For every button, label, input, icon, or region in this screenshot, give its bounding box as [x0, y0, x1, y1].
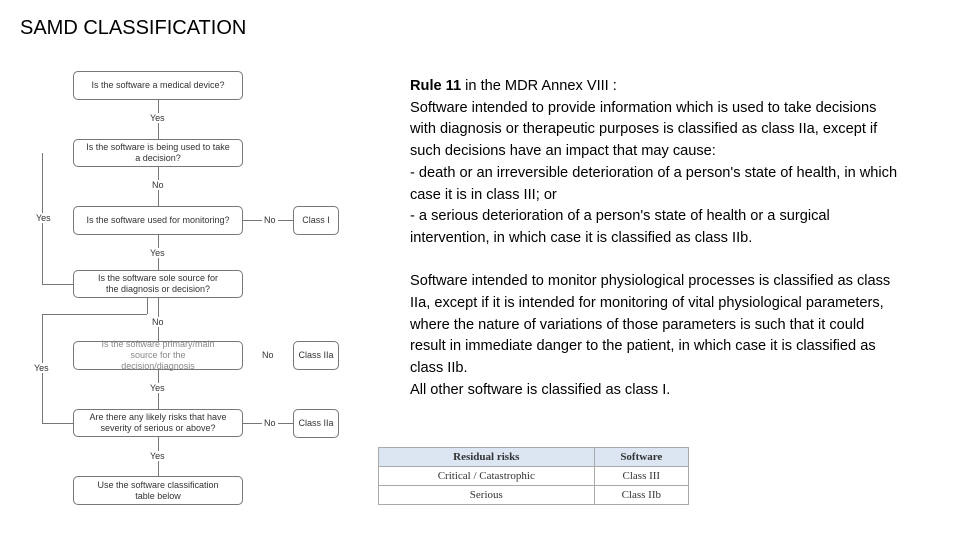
class-box-1: Class I — [293, 206, 339, 235]
flow-box-decision: Is the software is being used to take a decision? — [73, 139, 243, 167]
table-cell: Class III — [594, 467, 688, 486]
flow-box-sole-source: Is the software sole source for the diagnosis or decision? — [73, 270, 243, 298]
rule-p2: Software intended to monitor physiological processes is classified as class IIa, except if it is intended for monitoring of vital physiological parameters, where the nature of variations of those parameters is such that it could result in immediate danger to the patient, in which case it is classified as class IIb. — [410, 273, 891, 377]
no-label: No — [264, 215, 276, 225]
table-cell: Critical / Catastrophic — [379, 467, 595, 486]
yes-label: Yes — [150, 451, 165, 461]
yes-label: Yes — [36, 213, 51, 223]
flow-box-risks: Are there any likely risks that have severity of serious or above? — [73, 409, 243, 437]
rule-heading-rest: in the MDR Annex VIII : — [461, 78, 617, 94]
table-header: Residual risks — [379, 448, 595, 467]
class-box-2: Class IIa — [293, 341, 339, 370]
page-title: SAMD CLASSIFICATION — [20, 17, 247, 39]
table-header: Software — [594, 448, 688, 467]
class-box-3: Class IIa — [293, 409, 339, 438]
yes-label: Yes — [150, 383, 165, 393]
yes-label: Yes — [150, 248, 165, 258]
flow-box-medical-device: Is the software a medical device? — [73, 71, 243, 100]
table-row — [379, 467, 689, 486]
no-label: No — [262, 350, 274, 360]
rule-p3: All other software is classified as class I. — [410, 381, 671, 398]
rule-11-text — [410, 76, 900, 423]
table-row — [379, 486, 689, 505]
rule-p1: Software intended to provide information which is used to take decisions with diagnosis or therapeutic purposes is classified as class IIa, except if such decisions have an impact that may cause: — [410, 99, 878, 160]
classification-table — [378, 447, 689, 505]
flow-box-use-table: Use the software classification table below — [73, 476, 243, 505]
no-label: No — [152, 180, 164, 190]
flow-box-primary-source: Is the software primary/main source for the decision/diagnosis — [73, 341, 243, 370]
flow-box-monitoring: Is the software used for monitoring? — [73, 206, 243, 235]
rule-p1c: - a serious deterioration of a person's state of health or a surgical intervention, in which case it is classified as class IIb. — [410, 208, 830, 246]
yes-label: Yes — [150, 113, 165, 123]
rule-heading: Rule 11 — [410, 78, 462, 94]
rule-p1b: - death or an irreversible deterioration of a person's state of health, in which case it is in class III; or — [410, 164, 898, 203]
no-label: No — [152, 317, 164, 327]
no-label: No — [264, 418, 276, 428]
table-cell: Serious — [379, 486, 595, 505]
yes-label: Yes — [34, 363, 49, 373]
table-cell: Class IIb — [594, 486, 688, 505]
